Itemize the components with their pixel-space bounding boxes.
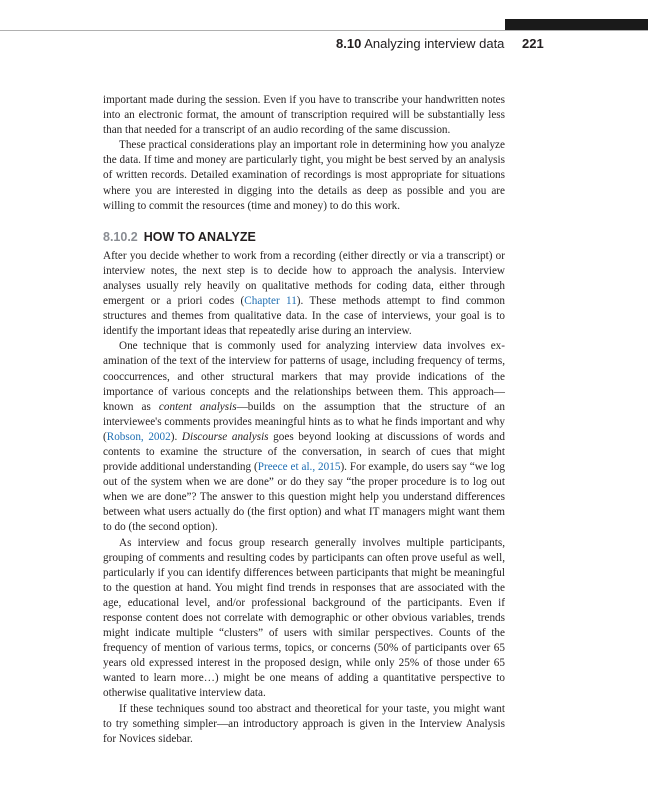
paragraph: As interview and focus group research generally involves multiple participants, grouping of comments and resulting codes by participants can often prove useful as well, particularly if you can identify differences between participants that might be meaningful to the question at hand. You might find trends in responses that are associated with the age, educational level, and/or professional background of the participants. Even if response content does not correlate with demographic or other obvious variables, trends might indicate multiple “clusters” of users with similar perspectives. Counts of the frequency of mention of various terms, topics, or concerns (50% of participants over 65 years old expressed interest in the proposed design, while only 25% of those under 65 wanted to learn more…) might be one means of adding a quantitative perspective to otherwise qualitative interview data. <box>103 536 505 700</box>
header-rule <box>0 30 648 31</box>
paragraph: If these techniques sound too abstract and theoretical for your taste, you might want to try something simpler—an introductory approach is given in the Interview Analysis for Novices sidebar. <box>103 702 505 745</box>
running-head <box>336 36 544 51</box>
header-bar <box>505 19 648 30</box>
section-heading <box>103 229 505 245</box>
text-run: After you decide whether to work from a recording (either directly or via a transcript) or interview notes, the next step is to decide how to approach the analysis. Interview analyses usually rely heavily on qualitative methods for coding data, either through emergent or a priori codes ( <box>103 249 505 308</box>
paragraph: important made during the session. Even if you have to transcribe your handwritten notes into an electronic format, the amount of transcription required will be substantially less than that needed for a transcript of an audio recording of the same discussion. <box>103 94 505 137</box>
text-run: ). <box>170 430 182 443</box>
text-run: One technique that is commonly used for analyzing interview data involves examination of the text of the interview for patterns of usage, including frequency of terms, cooccurrences, and other structural markers that may provide indications of the importance of various concepts and the relationships between them. This approach—known as <box>103 340 505 413</box>
chapter-link[interactable]: Chapter 11 <box>244 295 297 308</box>
body-text <box>103 93 505 747</box>
section-title: HOW TO ANALYZE <box>143 229 256 244</box>
text-run: ). These methods attempt to find common structures and themes from qualitative data. In the case of interviews, your goal is to identify the important ideas that repeatedly arise during an interview. <box>103 295 506 338</box>
term-discourse-analysis: Discourse analysis <box>181 430 269 443</box>
citation-link-robson[interactable]: Robson, 2002 <box>106 430 171 443</box>
section-number: 8.10.2 <box>103 229 138 244</box>
text-run: ). For example, do users say “we log out of the system when we are done” or do they say “the proper procedure is to log out when we are done”? The answer to this question might help you understand differences between what users actually do (the first option) and what IT managers might want them to do (the second option). <box>103 461 505 534</box>
paragraph <box>103 339 505 535</box>
running-head-section-title: Analyzing interview data <box>364 36 505 51</box>
term-content-analysis: content analysis <box>158 400 237 413</box>
paragraph: These practical considerations play an important role in determining how you analyze the data. If time and money are particularly tight, you might be best served by an analysis of written records. Detailed examination of recordings is most appropriate for situations where you are interested in digging into the details as deep as possible and you are willing to commit the resources (time and money) to do this work. <box>103 139 505 212</box>
text-run: —builds on the assumption that the structure of an interviewee's comments provides meaningful hints as to what he finds important and why ( <box>103 400 505 443</box>
running-head-section-number: 8.10 <box>336 36 362 51</box>
paragraph <box>103 249 505 340</box>
text-run: goes beyond looking at discussions of words and contents to examine the structure of the conversation, in search of cues that might provide additional understanding ( <box>103 430 505 474</box>
citation-link-preece[interactable]: Preece et al., 2015 <box>257 461 341 474</box>
page-number: 221 <box>522 36 544 51</box>
